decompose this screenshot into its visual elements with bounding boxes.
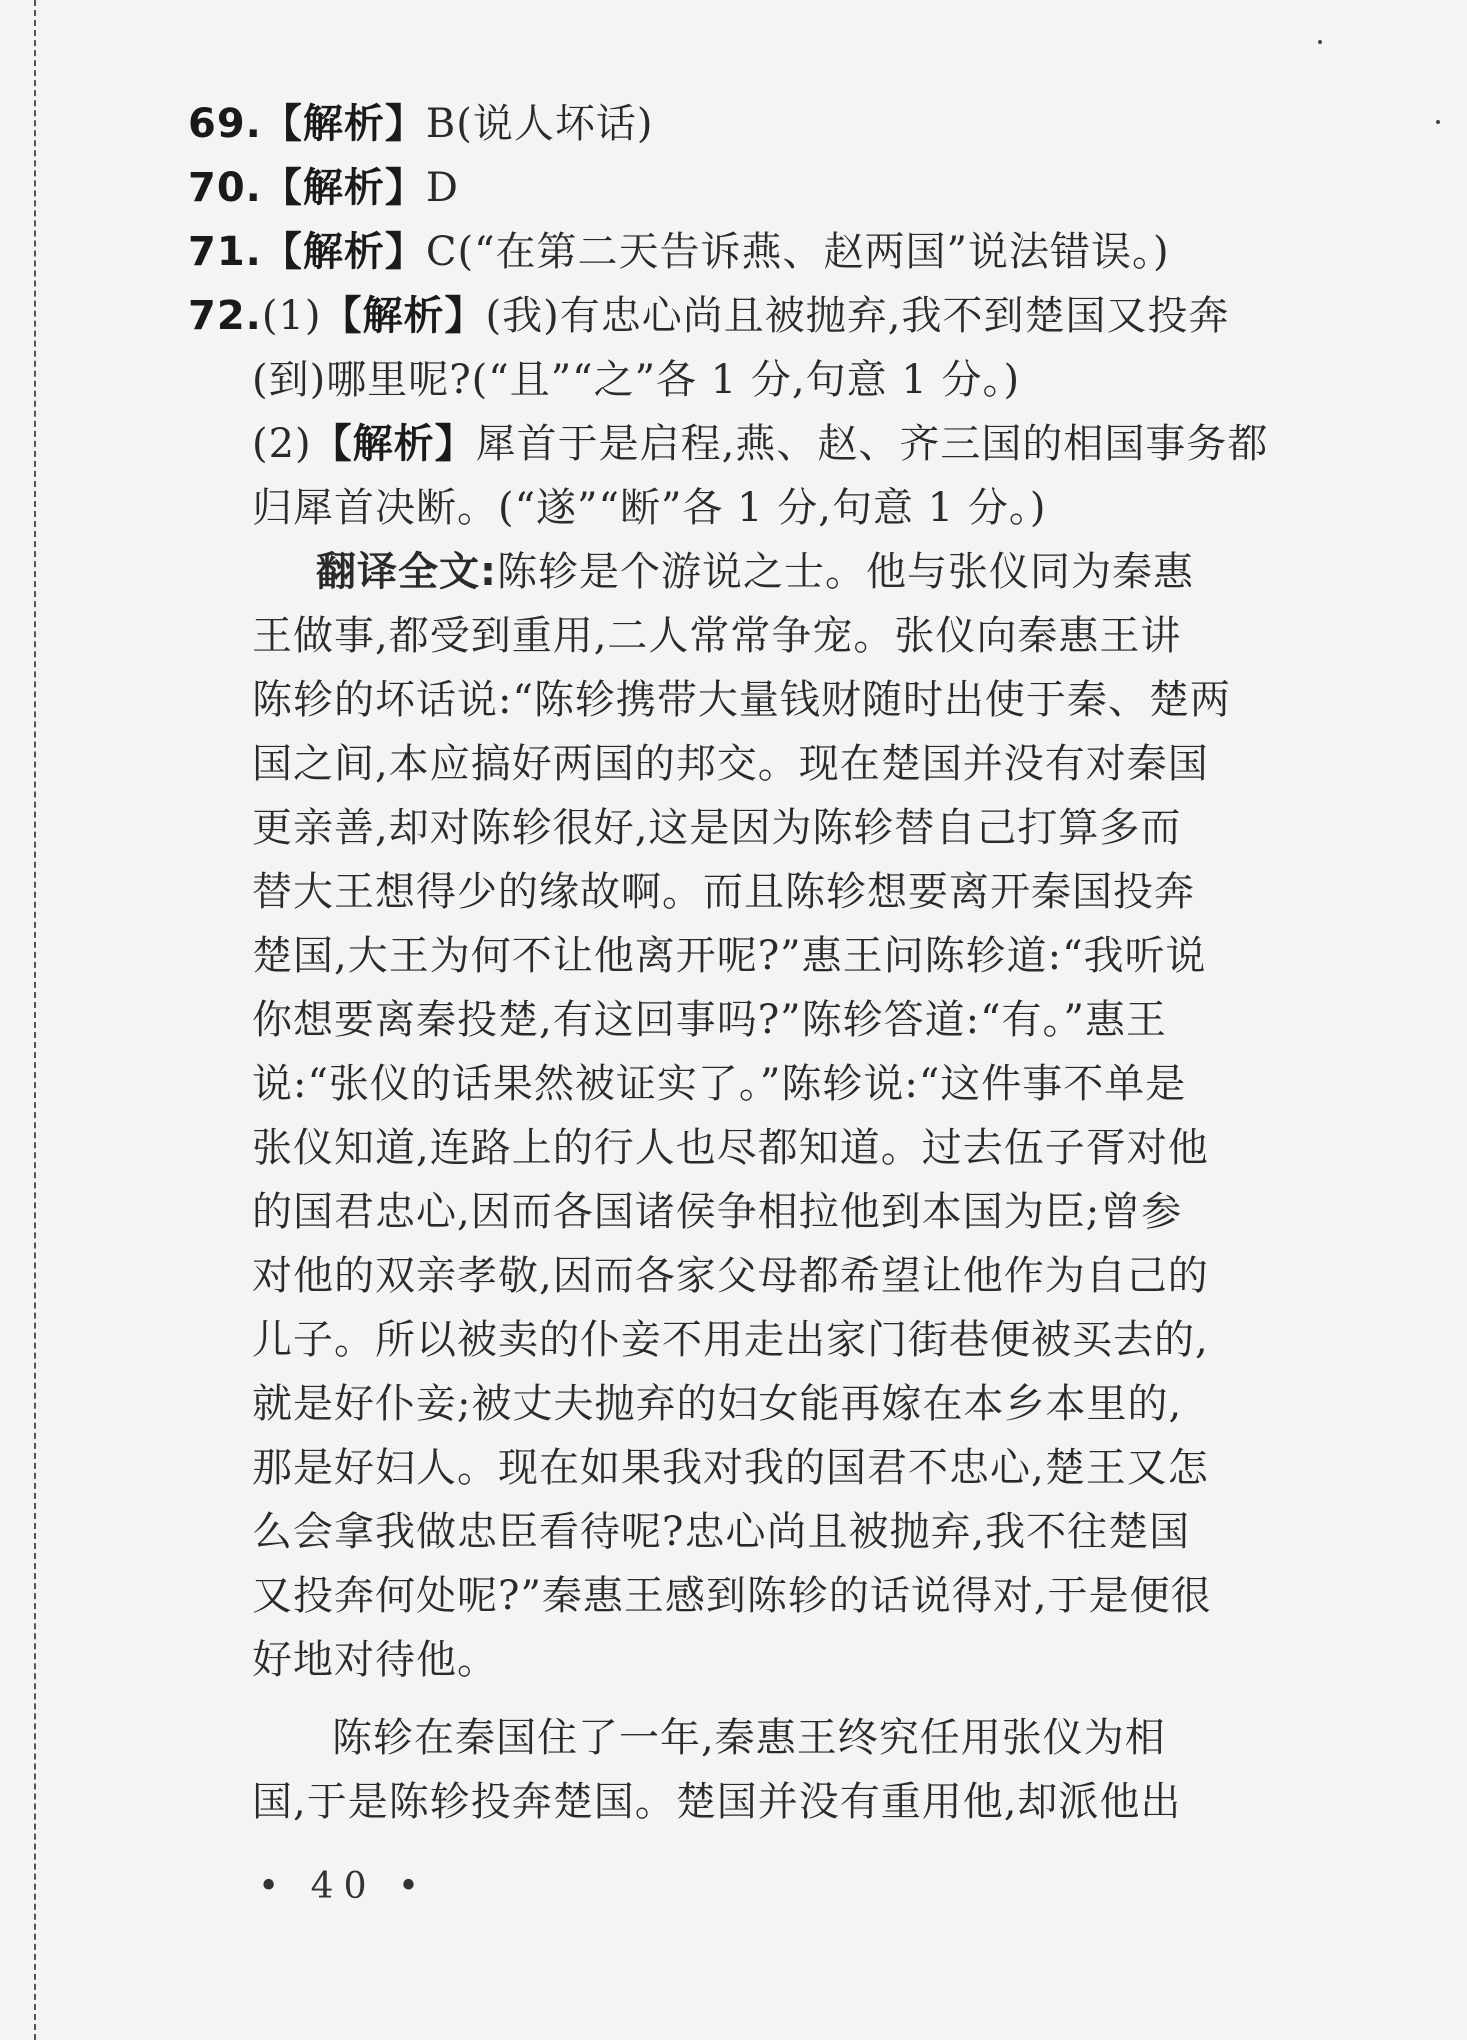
answer-text: 犀首于是启程,燕、赵、齐三国的相国事务都 bbox=[475, 421, 1269, 467]
translation-line: 说:“张仪的话果然被证实了。”陈轸说:“这件事不单是 bbox=[252, 1061, 1187, 1107]
translation-paragraph-2 bbox=[252, 1706, 1268, 1834]
translation-paragraph-1 bbox=[252, 540, 1268, 1692]
translation-line: 陈轸在秦国住了一年,秦惠王终究任用张仪为相 bbox=[332, 1715, 1166, 1761]
answer-71 bbox=[188, 220, 1268, 284]
translation-line: 楚国,大王为何不让他离开呢?”惠王问陈轸道:“我听说 bbox=[252, 933, 1207, 979]
answer-72-part1-line2 bbox=[252, 348, 1268, 412]
translation-line bbox=[252, 540, 1268, 604]
analysis-tag: 【解析】 bbox=[321, 293, 486, 339]
analysis-tag: 【解析】 bbox=[261, 101, 426, 147]
translation-label: 翻译全文: bbox=[316, 549, 497, 595]
analysis-tag: 【解析】 bbox=[261, 229, 426, 275]
answer-72-part1-line1 bbox=[188, 284, 1268, 348]
answer-70 bbox=[188, 156, 1268, 220]
translation-line: 张仪知道,连路上的行人也尽都知道。过去伍子胥对他 bbox=[252, 1125, 1209, 1171]
answer-content bbox=[188, 92, 1268, 1834]
answer-text: (我)有忠心尚且被抛弃,我不到楚国又投奔 bbox=[485, 293, 1230, 339]
question-number: 69. bbox=[188, 101, 262, 147]
translation-line: 那是好妇人。现在如果我对我的国君不忠心,楚王又怎 bbox=[252, 1445, 1209, 1491]
translation-line: 国之间,本应搞好两国的邦交。现在楚国并没有对秦国 bbox=[252, 741, 1209, 787]
part-prefix: (2) bbox=[252, 421, 312, 467]
question-number: 71. bbox=[188, 229, 262, 275]
answer-text: B(说人坏话) bbox=[425, 101, 654, 147]
answer-69 bbox=[188, 92, 1268, 156]
scan-speck bbox=[1436, 120, 1440, 124]
translation-line: 王做事,都受到重用,二人常常争宠。张仪向秦惠王讲 bbox=[252, 613, 1182, 659]
answer-text: (到)哪里呢?(“且”“之”各 1 分,句意 1 分。) bbox=[252, 357, 1021, 403]
page-number: • 40 • bbox=[258, 1866, 430, 1907]
answer-text: 归犀首决断。(“遂”“断”各 1 分,句意 1 分。) bbox=[252, 485, 1047, 531]
scan-speck bbox=[1318, 40, 1322, 44]
question-number: 70. bbox=[188, 165, 262, 211]
answer-text: D bbox=[425, 165, 459, 211]
translation-line: 你想要离秦投楚,有这回事吗?”陈轸答道:“有。”惠王 bbox=[252, 997, 1167, 1043]
translation-line: 的国君忠心,因而各国诸侯争相拉他到本国为臣;曾参 bbox=[252, 1189, 1183, 1235]
translation-line: 对他的双亲孝敬,因而各家父母都希望让他作为自己的 bbox=[252, 1253, 1209, 1299]
analysis-tag: 【解析】 bbox=[261, 165, 426, 211]
part-prefix: (1) bbox=[261, 293, 322, 339]
question-number: 72. bbox=[188, 293, 262, 339]
translation-line: 国,于是陈轸投奔楚国。楚国并没有重用他,却派他出 bbox=[252, 1779, 1182, 1825]
translation-line: 儿子。所以被卖的仆妾不用走出家门街巷便被买去的, bbox=[252, 1317, 1209, 1363]
answer-72-part2-line1 bbox=[252, 412, 1268, 476]
translation-line: 替大王想得少的缘故啊。而且陈轸想要离开秦国投奔 bbox=[252, 869, 1195, 915]
translation-line: 陈轸的坏话说:“陈轸携带大量钱财随时出使于秦、楚两 bbox=[252, 677, 1231, 723]
translation-line: 更亲善,却对陈轸很好,这是因为陈轸替自己打算多而 bbox=[252, 805, 1182, 851]
analysis-tag: 【解析】 bbox=[311, 421, 476, 467]
translation-line: 又投奔何处呢?”秦惠王感到陈轸的话说得对,于是便很 bbox=[252, 1573, 1212, 1619]
translation-text: 陈轸是个游说之士。他与张仪同为秦惠 bbox=[497, 549, 1194, 595]
cut-line bbox=[34, 0, 36, 2040]
translation-line: 好地对待他。 bbox=[252, 1637, 498, 1683]
translation-line: 就是好仆妾;被丈夫抛弃的妇女能再嫁在本乡本里的, bbox=[252, 1381, 1183, 1427]
answer-72-part2-line2 bbox=[252, 476, 1268, 540]
translation-line: 么会拿我做忠臣看待呢?忠心尚且被抛弃,我不往楚国 bbox=[252, 1509, 1191, 1555]
answer-text: C(“在第二天告诉燕、赵两国”说法错误。) bbox=[425, 229, 1170, 275]
